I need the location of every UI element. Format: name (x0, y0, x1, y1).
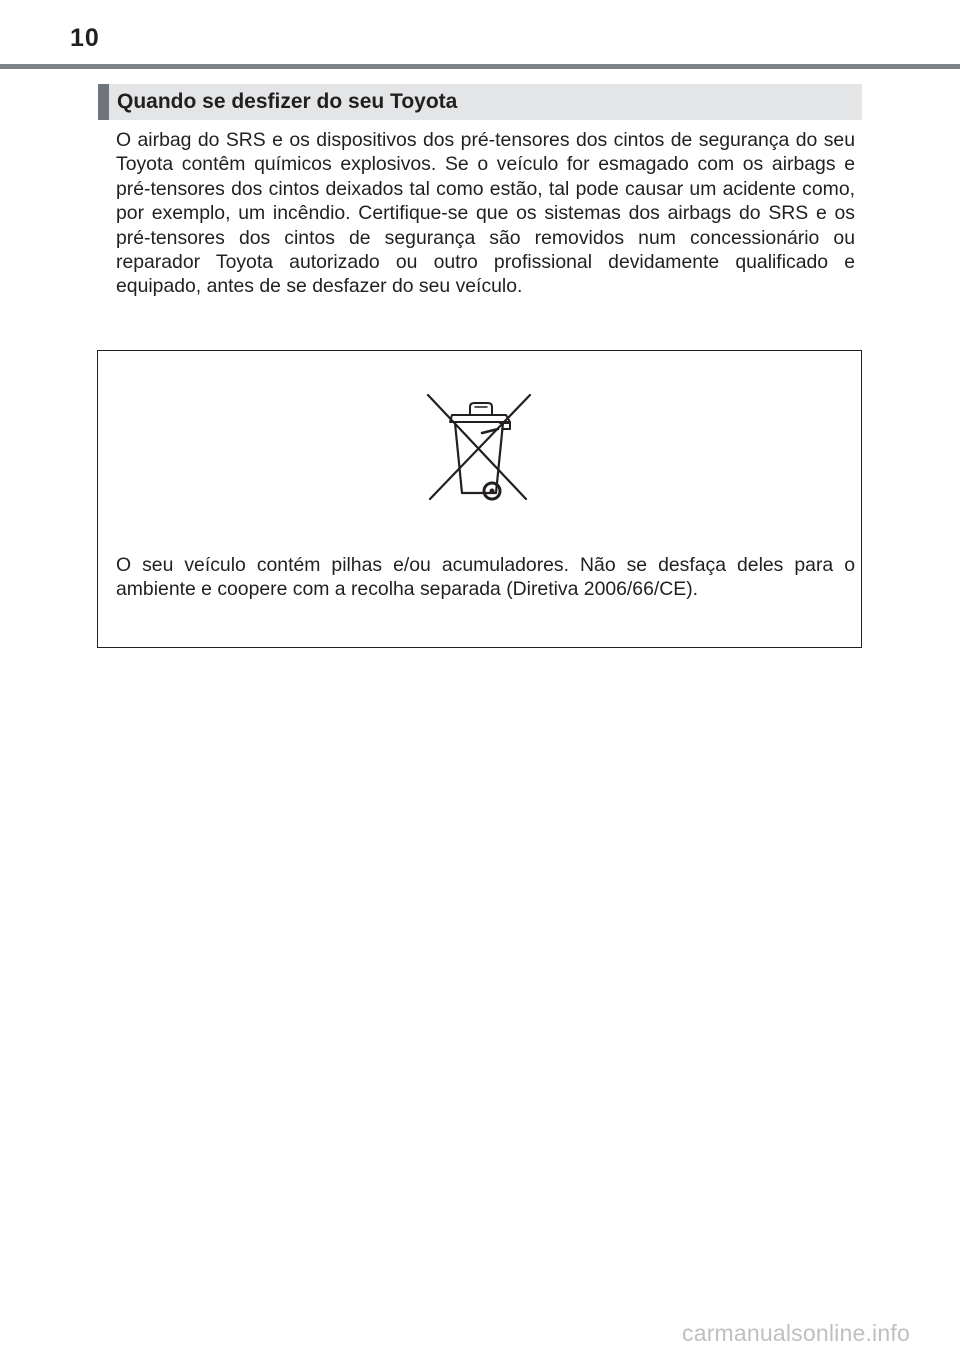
crossed-out-wheelie-bin-icon (418, 389, 538, 507)
section-title: Quando se desfizer do seu Toyota (117, 90, 458, 113)
watermark: carmanualsonline.info (682, 1320, 910, 1346)
section-body-text: O airbag do SRS e os dispositivos dos pré-tensores dos cintos de segurança do seu Toyota contêm químicos explosivos. Se o veículo for esmagado com os airbags e pré-tensores dos cintos deixados tal como estão, tal pode causar um acidente como, por exemplo, um incêndio. Certifique-se que os sistemas dos airbags do SRS e os pré-tensores dos cintos de segurança são removidos num concessionário ou reparador Toyota autorizado ou outro profissional devidamente qualificado e equipado, antes de se desfazer do seu veículo. (116, 129, 855, 298)
section-heading (98, 84, 862, 120)
battery-disposal-notice (97, 350, 862, 648)
header-rule (0, 64, 960, 69)
battery-disposal-text: O seu veículo contém pilhas e/ou acumuladores. Não se desfaça deles para o ambiente e coopere com a recolha separada (Diretiva 2006/66/CE). (116, 554, 855, 601)
page-number: 10 (70, 24, 100, 52)
